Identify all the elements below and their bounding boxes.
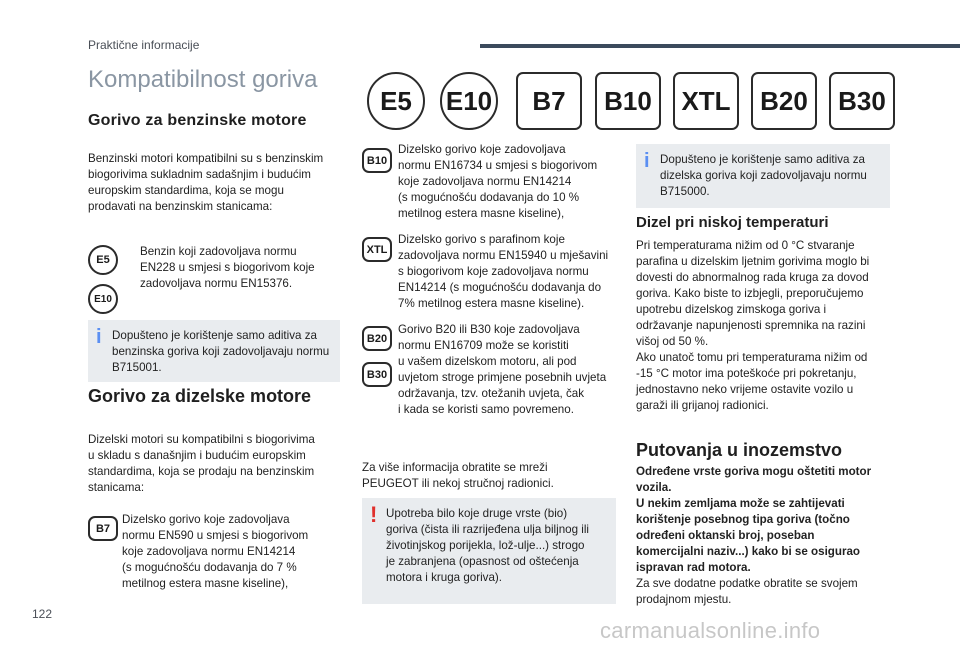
text-line: benzinska goriva koji zadovoljavaju normu	[112, 345, 330, 358]
text-line: Pri temperaturama nižim od 0 °C stvaranje	[636, 239, 855, 252]
text-line: Dizelsko gorivo s parafinom koje	[398, 233, 565, 246]
text-line: -15 °C motor ima poteškoće pri pokretanju,	[636, 367, 857, 380]
text-line: B715000.	[660, 185, 710, 198]
warning-icon: !	[370, 502, 378, 527]
b7-desc	[122, 512, 342, 592]
text-line: dovesti do abnormalnog rada kruga za dovod	[636, 271, 869, 284]
text-line: stanicama:	[88, 481, 145, 494]
b10-desc	[398, 142, 620, 222]
text-line: s biogorivom koje zadovoljava normu	[398, 265, 589, 278]
text-line: ispravan rad motora.	[636, 561, 751, 574]
text-line: određeni oktanski broj, poseban	[636, 529, 815, 542]
text-line: Dizelsko gorivo koje zadovoljava	[122, 513, 290, 526]
benzin-desc	[140, 244, 340, 292]
text-line: metilnog estera masne kiseline),	[122, 577, 289, 590]
b20-b30-desc	[398, 322, 620, 418]
text-line: održavanje napunjenosti spremnika na razini	[636, 319, 866, 332]
text-line: EN228 u smjesi s biogorivom koje	[140, 261, 315, 274]
text-line: biogorivima sukladnim sadašnjim i budućim	[88, 168, 311, 181]
text-line: normu EN16709 može se koristiti	[398, 339, 569, 352]
text-line: dizelska goriva koji zadovoljavaju normu	[660, 169, 867, 182]
xtl-desc	[398, 232, 620, 312]
badge-b30: B30	[829, 72, 895, 130]
badge-b7-small: B7	[88, 516, 118, 541]
info-icon: i	[644, 150, 650, 172]
badge-b7: B7	[516, 72, 582, 130]
text-line: korištenje posebnog tipa goriva (točno	[636, 513, 850, 526]
text-line: u skladu s današnjim i budućim europskim	[88, 449, 306, 462]
text-line: PEUGEOT ili nekoj stručnoj radionici.	[362, 477, 554, 490]
text-line: i kada se koristi samo povremeno.	[398, 403, 574, 416]
text-line: prodajnom mjestu.	[636, 593, 732, 606]
badge-e5: E5	[367, 72, 425, 130]
text-line: prodavati na benzinskim stanicama:	[88, 200, 273, 213]
badge-e5-small: E5	[88, 245, 118, 275]
diesel-intro	[88, 432, 348, 496]
text-line: zadovoljava normu EN15376.	[140, 277, 293, 290]
text-line: vozila.	[636, 481, 672, 494]
text-line: motora i kruga goriva).	[386, 571, 502, 584]
text-line: parafina u dizelskim ljetnim gorivima moglo bi	[636, 255, 870, 268]
more-info	[362, 460, 612, 492]
text-line: zadovoljava normu EN15940 u mješavini	[398, 249, 609, 262]
text-line: održavanja, tzv. otežanih uvjeta, čak	[398, 387, 585, 400]
text-line: U nekim zemljama može se zahtijevati	[636, 497, 845, 510]
watermark: carmanualsonline.info	[600, 618, 821, 643]
info-icon: i	[96, 326, 102, 348]
badge-b20-small: B20	[362, 326, 392, 351]
text-line: garaži ili grijanoj radionici.	[636, 399, 769, 412]
text-line: Upotreba bilo koje druge vrste (bio)	[386, 507, 568, 520]
text-line: Dizelski motori su kompatibilni s biogorivima	[88, 433, 315, 446]
text-line: europskim standardima, koja se mogu	[88, 184, 284, 197]
text-line: metilnog estera masne kiseline),	[398, 207, 565, 220]
badge-xtl-small: XTL	[362, 237, 392, 262]
text-line: Za više informacija obratite se mreži	[362, 461, 548, 474]
text-line: višoj od 50 %.	[636, 335, 709, 348]
diesel-heading: Gorivo za dizelske motore	[88, 386, 312, 406]
text-line: je zabranjena (opasnost od oštećenja	[386, 555, 579, 568]
text-line: B715001.	[112, 361, 162, 374]
header-bar	[480, 44, 960, 48]
text-line: standardima, koja se prodaju na benzinskim	[88, 465, 315, 478]
text-line: goriva (čista ili razrijeđena ulja biljnog ili	[386, 523, 589, 536]
badge-b20: B20	[751, 72, 817, 130]
page-title: Kompatibilnost goriva	[88, 66, 318, 93]
text-line: koje zadovoljava normu EN14214	[122, 545, 296, 558]
travel-text	[636, 464, 898, 608]
cold-heading: Dizel pri niskoj temperaturi	[636, 214, 829, 231]
page-number: 122	[32, 607, 53, 621]
text-line: Dopušteno je korištenje samo aditiva za	[660, 153, 865, 166]
warning-note	[362, 498, 616, 604]
cold-text	[636, 238, 896, 414]
badge-b30-small: B30	[362, 362, 392, 387]
text-line: upotrebu dizelskog zimskoga goriva i	[636, 303, 827, 316]
text-line: Benzin koji zadovoljava normu	[140, 245, 297, 258]
text-line: Određene vrste goriva mogu oštetiti motor	[636, 465, 872, 478]
text-line: goriva. Kako biste to izbjegli, preporučujemo	[636, 287, 864, 300]
text-line: EN14214 (s mogućnošću dodavanja do	[398, 281, 602, 294]
badge-b10: B10	[595, 72, 661, 130]
text-line: (s mogućnošću dodavanja do 10 %	[398, 191, 580, 204]
text-line: Gorivo B20 ili B30 koje zadovoljava	[398, 323, 580, 336]
text-line: normu EN590 u smjesi s biogorivom	[122, 529, 309, 542]
benzin-intro	[88, 151, 348, 215]
text-line: uvjetom stroge primjene posebnih uvjeta	[398, 371, 607, 384]
text-line: (s mogućnošću dodavanja do 7 %	[122, 561, 297, 574]
text-line: Dizelsko gorivo koje zadovoljava	[398, 143, 566, 156]
text-line: Dopušteno je korištenje samo aditiva za	[112, 329, 317, 342]
text-line: koje zadovoljava normu EN14214	[398, 175, 572, 188]
text-line: komercijalni naziv...) kako bi se osigurao	[636, 545, 861, 558]
text-line: u vašem dizelskom motoru, ali pod	[398, 355, 577, 368]
text-line: jednostavno neko vrijeme ostavite vozilo u	[636, 383, 854, 396]
badge-xtl: XTL	[673, 72, 739, 130]
badge-b10-small: B10	[362, 148, 392, 173]
text-line: životinjskog porijekla, lož-ulje...) strogo	[386, 539, 585, 552]
text-line: normu EN16734 u smjesi s biogorivom	[398, 159, 598, 172]
badge-e10-small: E10	[88, 284, 118, 314]
benzin-note	[88, 320, 340, 382]
badge-e10: E10	[440, 72, 498, 130]
diesel-additive-note	[636, 144, 890, 208]
text-line: Benzinski motori kompatibilni su s benzinskim	[88, 152, 324, 165]
benzin-heading: Gorivo za benzinske motore	[88, 112, 307, 129]
text-line: Ako unatoč tomu pri temperaturama nižim od	[636, 351, 868, 364]
text-line: 7% metilnog estera masne kiseline).	[398, 297, 585, 310]
section-header: Praktične informacije	[88, 38, 200, 52]
text-line: Za sve dodatne podatke obratite se svojem	[636, 577, 858, 590]
travel-heading: Putovanja u inozemstvo	[636, 440, 843, 460]
